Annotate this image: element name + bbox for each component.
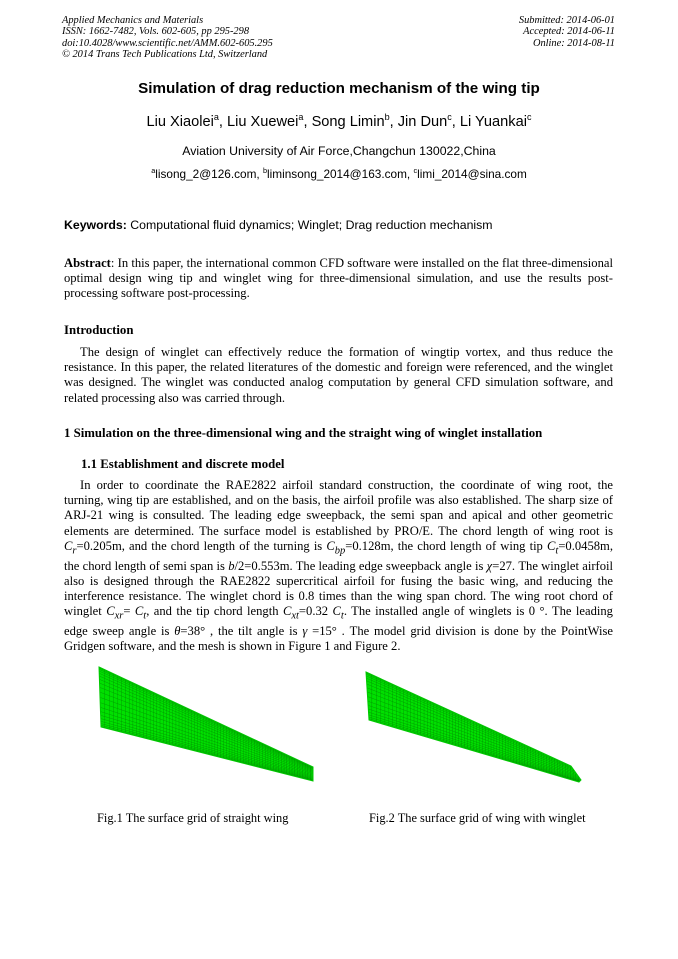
body-text: /2=0.553m. The leading edge sweepback angle is [234, 558, 487, 573]
figure-2-caption: Fig.2 The surface grid of wing with winglet [369, 811, 586, 825]
symbol: C [134, 604, 144, 619]
symbol: C [106, 604, 115, 619]
subscript: xt [291, 610, 299, 622]
doi-line: doi:10.4028/www.scientific.net/AMM.602-605.295 [62, 37, 273, 49]
journal-name: Applied Mechanics and Materials [62, 15, 204, 26]
copyright-line: © 2014 Trans Tech Publications Ltd, Switzerland [62, 48, 268, 60]
affiliation: Aviation University of Air Force,Changchun 130022,China [182, 144, 496, 158]
section-1-heading: 1 Simulation on the three-dimensional wing and the straight wing of winglet installation [64, 426, 543, 440]
body-text: =0.128m, the chord length of wing tip [345, 538, 547, 553]
author-affil-mark: c [447, 112, 452, 123]
email-address: lisong_2@126.com [155, 167, 257, 181]
abstract-label: Abstract [64, 256, 111, 270]
body-text: =0.32 [298, 604, 333, 619]
abstract [64, 256, 613, 302]
online-date: Online: 2014-08-11 [532, 37, 615, 49]
email-mark: a [151, 166, 156, 176]
author-name: Liu Xuewei [227, 114, 299, 130]
author-affil-mark: a [213, 112, 219, 123]
paper-title: Simulation of drag reduction mechanism of the wing tip [138, 80, 540, 97]
body-text: =38° , the tilt angle is [180, 623, 303, 638]
subscript: t [555, 545, 559, 557]
submitted-date: Submitted: 2014-06-01 [518, 15, 615, 26]
email-mark: b [262, 166, 268, 176]
email-list: $^a$lisong_2@126.com, $^b$liminsong_2014@163.com, $^c$limi_2014@sina.com [151, 166, 527, 181]
mesh-span-line [366, 687, 581, 772]
symbol: C [282, 604, 292, 619]
figure-2-winglet-wing-grid [363, 668, 585, 786]
figure-1-straight-wing-grid [95, 663, 315, 783]
mesh-span-line [366, 691, 581, 773]
keywords-label: Keywords: [64, 218, 127, 232]
author-affil-mark: a [298, 112, 304, 123]
symbol: γ [302, 623, 308, 638]
mesh-span-line [366, 696, 581, 775]
publication-info [62, 15, 273, 60]
symbol: χ [486, 558, 493, 573]
keywords-text: Computational fluid dynamics; Winglet; Drag reduction mechanism [126, 218, 493, 232]
author-name: Song Limin [311, 114, 385, 130]
subscript: r [72, 545, 77, 557]
symbol: b [228, 558, 235, 573]
keywords [64, 218, 493, 232]
mesh-span-line [366, 708, 581, 778]
author-list: Liu Xiaolei$^a$, Liu Xuewei$^a$, Song Limin$^b$, Jin Dun$^c$, Li Yuankai$^c$ [146, 112, 532, 130]
email-address: limi_2014@sina.com [417, 167, 527, 181]
mesh-span-line [366, 705, 581, 778]
author-name: Li Yuankai [459, 114, 527, 130]
subscript: bp [334, 545, 346, 557]
subscript: t [143, 610, 147, 622]
author-affil-mark: b [384, 112, 390, 123]
introduction-heading: Introduction [64, 323, 134, 337]
mesh-span-line [99, 702, 313, 775]
issn-line: ISSN: 1662-7482, Vols. 602-605, pp 295-298 [62, 26, 250, 38]
mesh-span-line [99, 697, 313, 774]
body-text: . The installed angle of winglets is 0 °. The leading edge sweep angle is [64, 604, 613, 638]
symbol: C [332, 604, 341, 619]
publication-dates [519, 15, 615, 49]
figure-1-caption: Fig.1 The surface grid of straight wing [97, 811, 289, 825]
introduction-text: The design of winglet can effectively reduce the formation of wingtip vortex, and thus reduce the resistance. In this paper, the related literatures of the domestic and foreign were referenced, and the winglet was designed. The winglet was conducted analog computation by general CFD simulation software, and related processing also was carried through. [64, 345, 613, 405]
symbol: C [546, 538, 556, 553]
email-address: liminsong_2014@163.com [267, 167, 407, 181]
author-affil-mark: c [526, 112, 532, 123]
abstract-text: : In this paper, the international common CFD software were installed on the flat three-dimensional optimal design wing tip and winglet wing for three-dimensional simulation, and use the results post-processing software post-processing. [64, 256, 613, 301]
body-text: =27. The winglet airfoil also is designed through the RAE2822 supercritical airfoil for fusing the basic wing, and reducing the interference resistance. The winglet chord is 0.8 times than the wing span chord. The wing root chord of winglet [64, 558, 613, 619]
symbol: θ [174, 623, 181, 638]
author-name: Liu Xiaolei [146, 114, 214, 130]
subscript: t [340, 610, 344, 622]
section-1-1-heading: 1.1 Establishment and discrete model [81, 457, 285, 471]
author-name: Jin Dun [397, 114, 448, 130]
body-text: =15° . The model grid division is done by the PointWise Gridgen software, and the mesh is shown in Figure 1 and Figure 2. [64, 623, 613, 654]
body-text: =0.0458m, the chord length of semi span is [64, 538, 613, 573]
body-text: In order to coordinate the RAE2822 airfoil standard construction, the coordinate of wing root, the turning, wing tip are established, and on the basis, the airfoil profile was also established. The sharp size of ARJ-21 wing is consulted. The leading edge sweepback, the semi span and apical and other geometric elements are determined. The surface model is established by PRO/E. The chord length of wing root is [64, 478, 613, 538]
section-1-1-text [64, 478, 613, 654]
body-text: =0.205m, and the chord length of the turning is [76, 538, 327, 553]
mesh-span-line [366, 701, 581, 777]
body-text: , and the tip chord length [146, 604, 283, 619]
symbol: C [326, 538, 335, 553]
symbol: C [64, 538, 73, 553]
subscript: xr [114, 610, 124, 622]
email-mark: c [413, 166, 418, 176]
accepted-date: Accepted: 2014-06-11 [523, 26, 615, 38]
body-text: = [123, 604, 135, 619]
